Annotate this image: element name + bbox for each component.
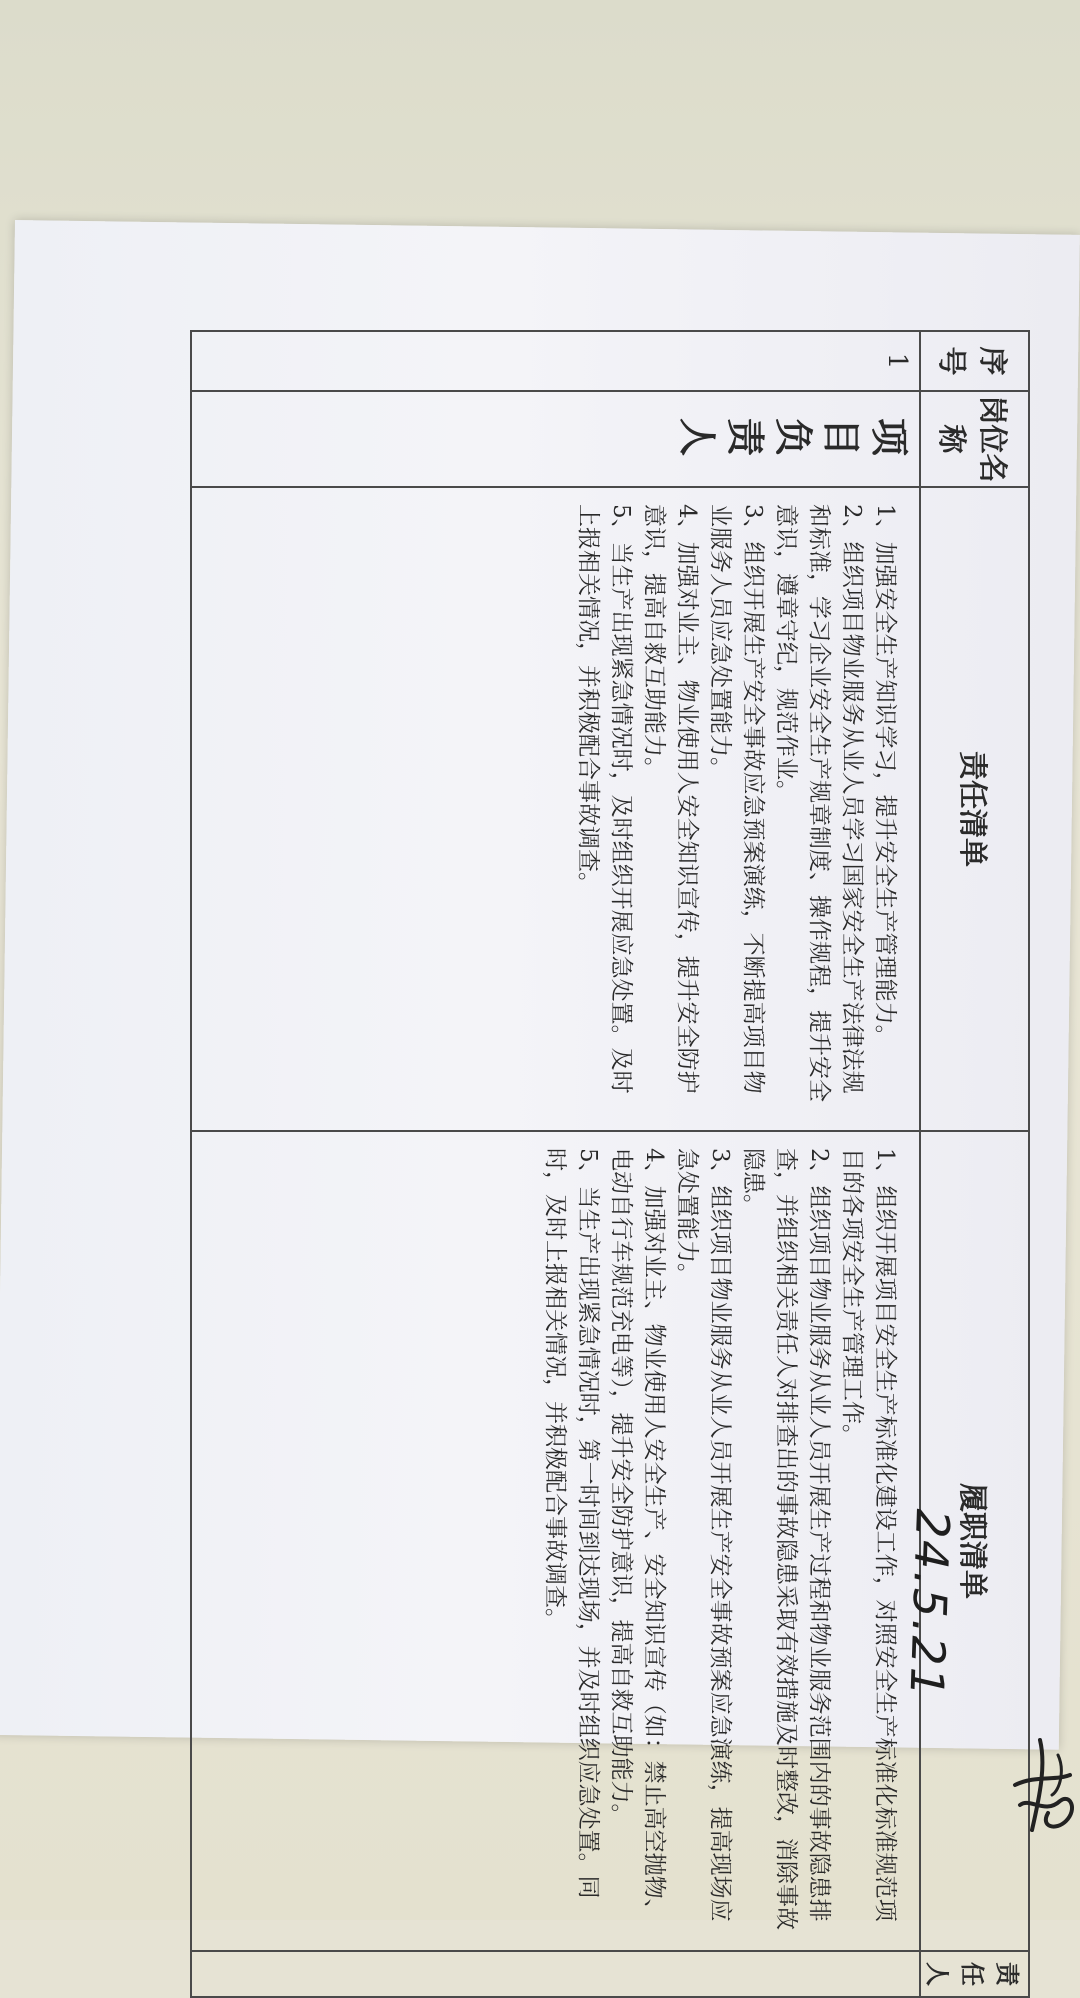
header-seq: 序号 (920, 331, 1029, 391)
responsibility-table (190, 330, 1030, 1998)
duty-item: 4、加强对业主、物业使用人安全生产、安全知识宣传（如：禁止高空抛物、电动自行车规范充电等），提升安全防护意识，提高自救互助能力。 (608, 1148, 667, 1922)
header-duty-list: 履职清单 (920, 1131, 1029, 1951)
cell-responsibilities (191, 487, 920, 1131)
handwritten-date: 24.5.21 (899, 1508, 960, 1700)
responsibility-item: 1、加强安全生产知识学习，提升安全生产管理能力。 (872, 504, 898, 1048)
cell-position: 项目负责人 (191, 391, 920, 487)
duty-item: 2、组织项目物业服务从业人员开展生产过程和物业服务范围内的事故隐患排查，并组织相关责任人对排查出的事故隐患采取有效措施及时整改，消除事故隐患。 (740, 1148, 832, 1930)
table-row (191, 331, 920, 1997)
duty-item: 1、组织开展项目安全生产标准化建设工作，对照安全生产标准化标准规范项目的各项安全生产管理工作。 (839, 1148, 898, 1922)
header-responsible-person: 责任人 (920, 1951, 1029, 1997)
responsibility-item: 4、加强对业主、物业使用人安全知识宣传，提升安全防护意识，提高自救互助能力。 (641, 504, 700, 1094)
duty-item: 3、组织项目物业服务从业人员开展生产安全事故预案应急演练，提高现场应急处置能力。 (674, 1148, 733, 1922)
responsibility-item: 3、组织开展生产安全事故应急预案演练，不断提高项目物业服务人员应急处置能力。 (707, 504, 766, 1094)
responsibility-item: 2、组织项目物业服务从业人员学习国家安全生产法律法规和标准，学习企业安全生产规章制度、操作规程，提升安全意识，遵章守纪，规范作业。 (773, 504, 865, 1102)
handwritten-signature (1000, 1735, 1080, 1845)
header-position: 岗位名称 (920, 391, 1029, 487)
cell-responsible-person (191, 1951, 920, 1997)
responsibility-item: 5、当生产出现紧急情况时，及时组织开展应急处置。及时上报相关情况，并积极配合事故调查。 (575, 504, 634, 1094)
header-responsibility-list: 责任清单 (920, 487, 1029, 1131)
duty-item: 5、当生产出现紧急情况时，第一时间到达现场，并及时组织应急处置。同时，及时上报相关情况，并积极配合事故调查。 (542, 1148, 601, 1899)
responsibility-table-rotated (190, 330, 1030, 1996)
cell-seq: 1 (191, 331, 920, 391)
cell-duties (191, 1131, 920, 1951)
